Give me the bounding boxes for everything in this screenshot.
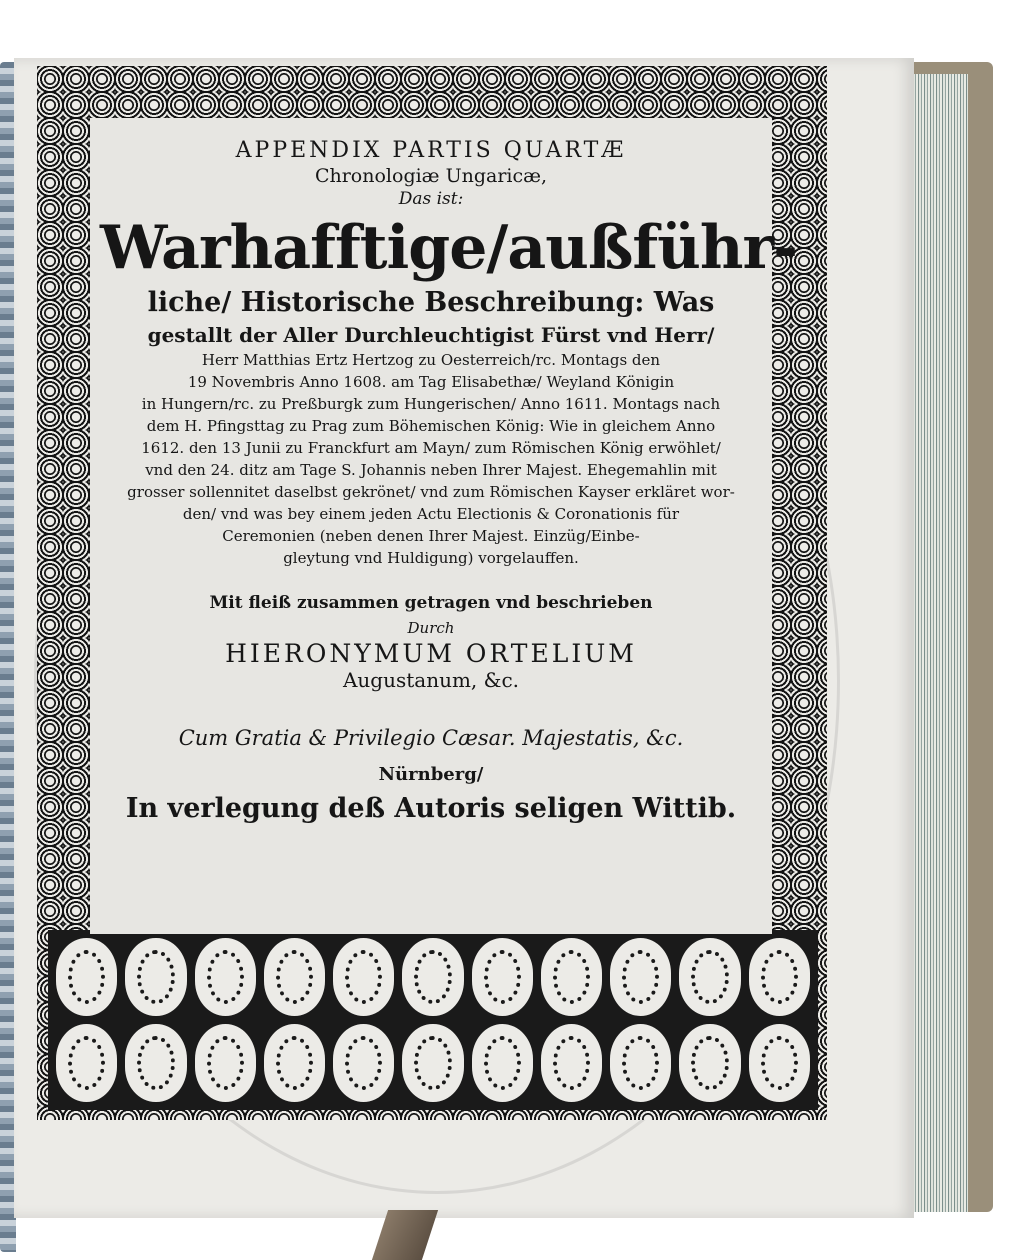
ornament-oval [333, 938, 394, 1016]
body-line: grosser sollennitet daselbst gekrönet/ vnd zum Römischen Kayser erkläret wor- [127, 483, 735, 501]
ornament-oval [56, 1024, 117, 1102]
author-origin: Augustanum, &c. [342, 668, 520, 692]
ornament-oval [472, 938, 533, 1016]
ornament-band-bottom [48, 930, 818, 1110]
ornament-oval [610, 1024, 671, 1102]
das-ist-line: Das ist: [398, 189, 464, 209]
chronology-subtitle: Chronologiæ Ungaricæ, [314, 165, 548, 187]
ornament-oval [125, 1024, 186, 1102]
ornament-oval [56, 938, 117, 1016]
body-line: 19 Novembris Anno 1608. am Tag Elisabethæ/ Weyland Königin [187, 373, 675, 391]
body-line: vnd den 24. ditz am Tage S. Johannis neben Ihrer Majest. Ehegemahlin mit [145, 461, 717, 479]
imprint-city: Nürnberg/ [378, 764, 484, 785]
title-text-block [100, 128, 797, 928]
imprint-publisher: In verlegung deß Autoris seligen Wittib. [125, 793, 737, 824]
appendix-heading: APPENDIX PARTIS QUARTÆ [235, 138, 627, 163]
body-line: den/ vnd was bey einem jeden Actu Electionis & Coronationis für [182, 505, 680, 523]
credit-line: Mit fleiß zusammen getragen vnd beschrieben [209, 593, 653, 613]
ornament-oval [264, 938, 325, 1016]
ornament-oval [541, 938, 602, 1016]
body-line: 1612. den 13 Junii zu Franckfurt am Mayn/ zum Römischen König erwöhlet/ [141, 439, 721, 457]
privilege-line: Cum Gratia & Privilegio Cæsar. Majestatis, &c. [178, 726, 684, 750]
ornament-oval [125, 938, 186, 1016]
ornament-oval [195, 938, 256, 1016]
body-line: liche/ Historische Beschreibung: Was [147, 287, 715, 318]
ornament-oval [749, 938, 810, 1016]
ornament-oval [402, 1024, 463, 1102]
durch-line: Durch [407, 619, 455, 637]
body-line: gleytung vnd Huldigung) vorgelauffen. [283, 549, 579, 567]
body-line: gestallt der Aller Durchleuchtigist Fürst vnd Herr/ [147, 323, 715, 347]
author-name: HIERONYMUM ORTELIUM [225, 639, 637, 668]
ornament-oval [679, 1024, 740, 1102]
description-body [100, 285, 762, 569]
ornament-oval [333, 1024, 394, 1102]
ornament-oval [679, 938, 740, 1016]
ornament-oval [541, 1024, 602, 1102]
ornament-oval [195, 1024, 256, 1102]
page-edges [910, 74, 968, 1212]
main-headline: Warhafftige/außführ- [100, 213, 797, 283]
ornament-oval [472, 1024, 533, 1102]
ornament-oval [402, 938, 463, 1016]
ornament-oval [264, 1024, 325, 1102]
body-line: Ceremonien (neben denen Ihrer Majest. Einzüg/Einbe- [222, 527, 640, 545]
body-line: dem H. Pfingsttag zu Prag zum Böhemischen König: Wie in gleichem Anno [146, 417, 716, 435]
body-line: Herr Matthias Ertz Hertzog zu Oesterreich/rc. Montags den [201, 351, 661, 369]
ornament-oval [610, 938, 671, 1016]
ornament-oval [749, 1024, 810, 1102]
body-line: in Hungern/rc. zu Preßburgk zum Hungerischen/ Anno 1611. Montags nach [141, 395, 721, 413]
